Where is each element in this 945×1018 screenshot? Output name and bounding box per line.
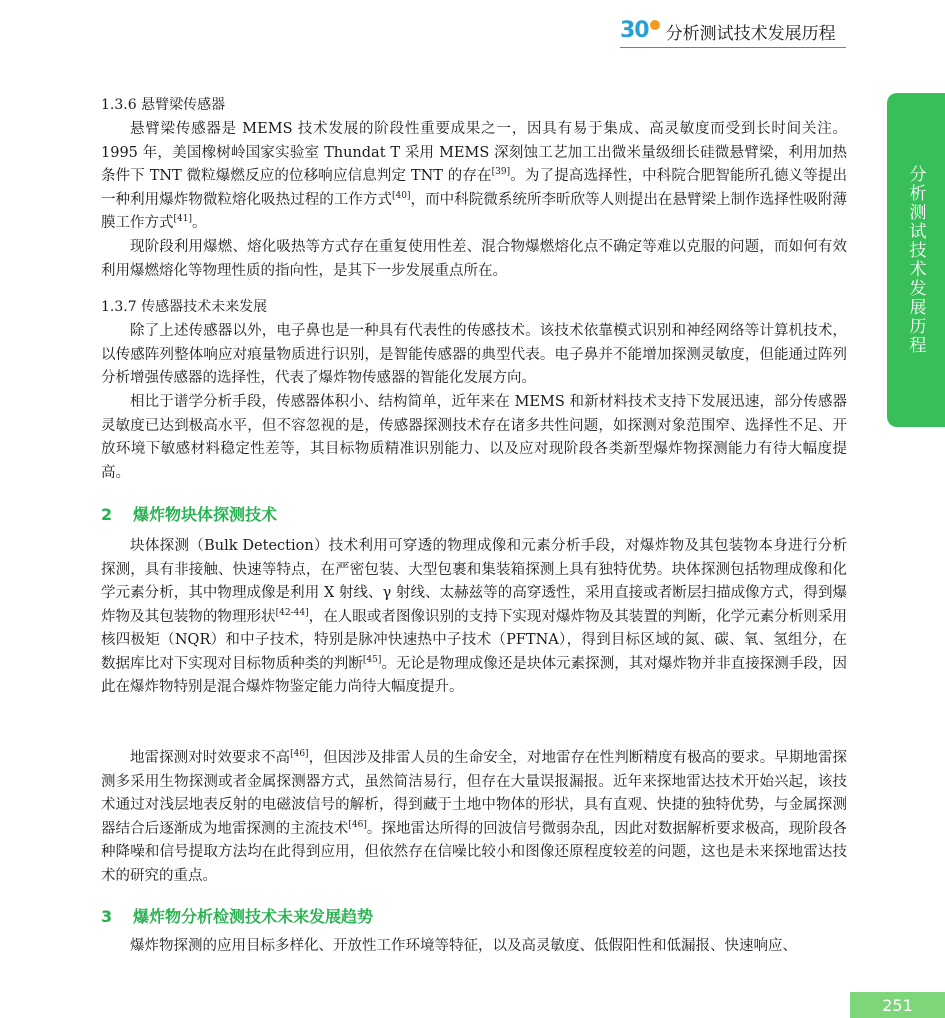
running-header (620, 14, 860, 48)
citation: [39] (491, 167, 511, 178)
section-number: 3 (101, 907, 113, 926)
paragraph-future-trends: 爆炸物探测的应用目标多样化、开放性工作环境等特征，以及高灵敏度、低假阳性和低漏报、快速响应、 (130, 938, 797, 954)
anniversary-logo (620, 20, 660, 42)
text-run: 块体探测（Bulk Detection）技术利用可穿透的物理成像和元素分析手段，对爆炸物及其包装物本身进行分析探测，具有非接触、快速等特点，在严密包装、大型包裹和集装箱探测上具有独特优势。块体探测包括物理成像和化学元素分析，其中物理成像是利用 X 射线、γ 射线、太赫兹等的高穿透性，采用直接或者断层扫描成像方式，得到爆炸物及其包装物的物理形状 (101, 538, 847, 625)
paragraph-bulk-detection (101, 535, 847, 747)
section-heading-3 (101, 905, 847, 929)
paragraph-sensor-future-1: 除了上述传感器以外，电子鼻也是一种具有代表性的传感技术。该技术依靠模式识别和神经网络等计算机技术，以传感阵列整体响应对痕量物质进行识别，是智能传感器的典型代表。电子鼻并不能增加探测灵敏度，但能通过阵列分析增强传感器的选择性，代表了爆炸物传感器的智能化发展方向。 (101, 323, 847, 386)
section-title: 爆炸物块体探测技术 (133, 505, 278, 524)
text-run: ，而中科院微系统所李昕欣等人则提出在悬臂梁上制作选择性吸附薄膜工作方式 (101, 191, 848, 231)
citation: [42-44] (275, 607, 309, 618)
citation: [40] (392, 190, 411, 201)
text-run: 。无论是物理成像还是块体元素探测，其对爆炸物并非直接探测手段，因此在爆炸物特别是混合爆炸物鉴定能力尚待大幅度提升。 (101, 655, 847, 695)
citation: [46] (348, 819, 367, 830)
citation: [46] (290, 749, 309, 760)
logo-dot-icon (650, 20, 660, 30)
paragraph-mine-detection (101, 747, 847, 889)
paragraph-sensor-future-2: 相比于谱学分析手段，传感器体积小、结构简单，近年来在 MEMS 和新材料技术支持下发展迅速，部分传感器灵敏度已达到极高水平，但不容忽视的是，传感器探测技术存在诸多共性问题，如探测对象范围窄、选择性不足、开放环境下敏感材料稳定性差等，其目标物质精准识别能力、以及应对现阶段各类新型爆炸物探测能力有待大幅度提高。 (101, 394, 847, 481)
section-number: 2 (101, 505, 113, 524)
text-run: 悬臂梁传感器是 MEMS 技术发展的阶段性重要成果之一，因具有易于集成、高灵敏度而受到长时间关注。1995 年，美国橡树岭国家实验室 Thundat T 采用 MEMS 深刻蚀工艺加工出微米量级细长硅微悬臂梁，利用加热条件下 TNT 微粒爆燃反应的位移响应信息判定 TNT 的存在 (101, 121, 847, 184)
text-run: ，但因涉及排雷人员的生命安全，对地雷存在性判断精度有极高的要求。早期地雷探测多采用生物探测或者金属探测器方式，虽然简洁易行，但存在大量误报漏报。近年来探地雷达技术开始兴起，该技术通过对浅层地表反射的电磁波信号的解析，得到藏于土地中物体的形状，具有直观、快捷的独特优势，与金属探测器结合后逐渐成为地雷探测的主流技术 (101, 750, 847, 837)
subsection-heading-1-3-6: 1.3.6 悬臂梁传感器 (101, 97, 226, 113)
citation: [45] (362, 654, 382, 665)
section-heading-2 (101, 503, 847, 527)
citation: [41] (173, 214, 192, 225)
side-chapter-tab (887, 93, 945, 427)
subsection-heading-1-3-7: 1.3.7 传感器技术未来发展 (101, 299, 268, 315)
text-run: 地雷探测对时效要求不高 (130, 750, 291, 766)
text-run: ，在人眼或者图像识别的支持下实现对爆炸物及其装置的判断，化学元素分析则采用核四极矩（NQR）和中子技术，特别是脉冲快速热中子技术（PFTNA），得到目标区域的氮、碳、氧、氢组分，在数据库比对下实现对目标物质种类的判断 (101, 608, 848, 672)
text-run: 。 (191, 215, 207, 231)
side-chapter-label: 分析测试技术发展历程 (905, 165, 926, 355)
page-body (101, 92, 847, 959)
header-title: 分析测试技术发展历程 (665, 23, 836, 44)
section-title: 爆炸物分析检测技术未来发展趋势 (133, 907, 374, 926)
text-run: 。探地雷达所得的回波信号微弱杂乱，因此对数据解析要求极高，现阶段各种降噪和信号提取方法均在此得到应用，但依然存在信噪比较小和图像还原程度较差的问题，这也是未来探地雷达技术的研究的重点。 (101, 820, 848, 884)
page-number: 251 (850, 992, 945, 1018)
logo-number: 30 (620, 18, 649, 43)
paragraph-cantilever-1 (101, 118, 847, 236)
paragraph-cantilever-2: 现阶段利用爆燃、熔化吸热等方式存在重复使用性差、混合物爆燃熔化点不确定等难以克服的问题，而如何有效利用爆燃熔化等物理性质的指向性，是其下一步发展重点所在。 (101, 239, 847, 279)
text-run: 。为了提高选择性，中科院合肥智能所孔德义等提出一种利用爆炸物微粒熔化吸热过程的工作方式 (101, 168, 848, 208)
header-divider (620, 47, 846, 48)
